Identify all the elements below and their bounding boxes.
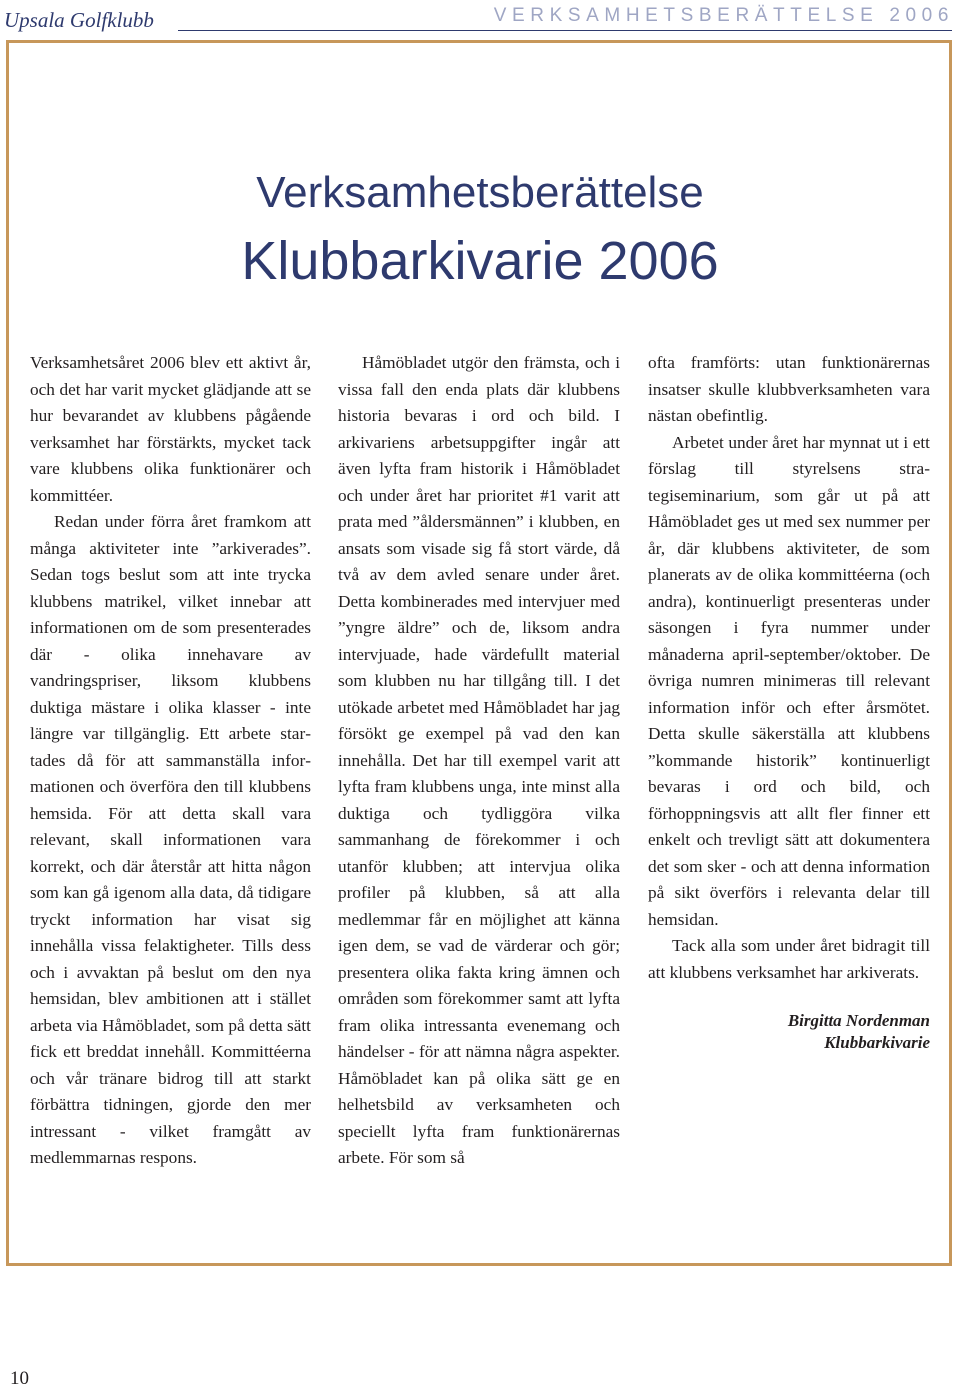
paragraph: ofta framförts: utan funktionärernas insatser skulle klubbverksamheten vara nästan obefintlig.	[648, 353, 930, 425]
page-title: Verksamhetsberättelse	[256, 168, 704, 217]
text-column-2	[338, 350, 620, 1172]
signature-name: Birgitta Nordenman	[787, 1011, 930, 1030]
signature	[648, 1010, 930, 1054]
text-column-3	[648, 350, 930, 1054]
header-rule	[178, 30, 952, 31]
paragraph: Arbetet under året har mynnat ut i ett förslag till styrelsens strategiseminarium, som går ut på att Håmöbladet ges ut med sex nummer per år, där klubbens aktiviteter, de som planerats av de olika kommittéerna (och andra), kontinuerligt presenteras under säsongen i fyra nummer under månaderna april-september/oktober. De övriga numren minimeras till relevant information inför och efter årsmötet. Detta skulle säkerställa att klubbens ”kommande historik” kontinuerligt bevaras i ord och bild, och förhoppningsvis att allt fler finner ett enkelt och trevligt sätt att dokumentera det som sker - och att denna information på sikt överförs i relevanta delar till hemsidan.	[648, 432, 930, 929]
paragraph: Redan under förra året framkom att många aktiviteter inte ”arkiverades”. Sedan togs beslut som att inte trycka klubbens matrikel, vilket innebar att informationen om de som presenterades där - olika innehavare av vandringspriser, liksom klubbens duktiga mästare i olika klasser - inte längre var tillgänglig. Ett arbete startades då för att sammanställa informationen och överföra den till klubbens hemsida. För att detta skall vara relevant, skall informationen vara korrekt, och där återstår att hitta någon som kan gå igenom alla data, då tidigare tryckt information har visat sig innehålla vissa felaktigheter. Tills dess och i avvaktan på beslut om den nya hemsidan, blev ambitionen att i stället arbeta via Håmöbladet, som på detta sätt fick ett breddat innehåll. Kommittéerna och vår tränare bidrog till att starkt förbättra tidningen, gjorde den mer intressant - vilket framgått av medlemmarnas respons.	[30, 512, 311, 1167]
page-subtitle: Klubbarkivarie 2006	[241, 231, 719, 291]
paragraph: Verksamhetsåret 2006 blev ett aktivt år, och det har varit mycket glädjande att se hur bevarandet av klubbens pågående verksamhet har förstärkts, mycket tack vare klubbens olika funktionärer och kommittéer.	[30, 353, 311, 505]
text-column-1	[30, 350, 311, 1172]
report-label: VERKSAMHETSBERÄTTELSE 2006	[486, 5, 954, 27]
club-name: Upsala Golfklubb	[4, 8, 154, 32]
paragraph: Tack alla som under året bidragit till att klubbens verksamhet har arkiverats.	[648, 936, 930, 982]
paragraph: Håmöbladet utgör den främsta, och i vissa fall den enda plats där klubbens historia bevaras i ord och bild. I arkivariens arbetsuppgifter ingår att även lyfta fram historik i Håmöbladet och under året har prioritet #1 varit att prata med ”åldersmännen” i klubben, en ansats som visade sig få stort värde, då två av dem avled senare under året. Detta kombinerades med intervjuer med ”yngre äldre” och de, liksom andra intervjuade, hade värdefullt material som klubben nu har tillgång till. I det utökade arbetet med Håmöbladet har jag försökt ge exempel på vad den kan innehålla. Det har till exempel varit att lyfta fram klubbens unga, inte minst alla duktiga och tydliggöra vilka sammanhang de förekommer i och utanför klubben; att intervjua olika profiler på klubben, så att alla medlemmar får en möjlighet att känna igen dem, se vad de värderar och gör; presentera olika fakta kring ämnen och områden som förekommer samt att lyfta fram olika intressanta evenemang och händelser - för att nämna några aspekter. Håmöbladet kan på olika sätt ge en helhetsbild av verksamheten och speciellt lyfta fram funktionärernas arbete. För som så	[338, 353, 620, 1167]
signature-role: Klubbarkivarie	[824, 1033, 930, 1052]
page-number: 10	[10, 1368, 29, 1389]
